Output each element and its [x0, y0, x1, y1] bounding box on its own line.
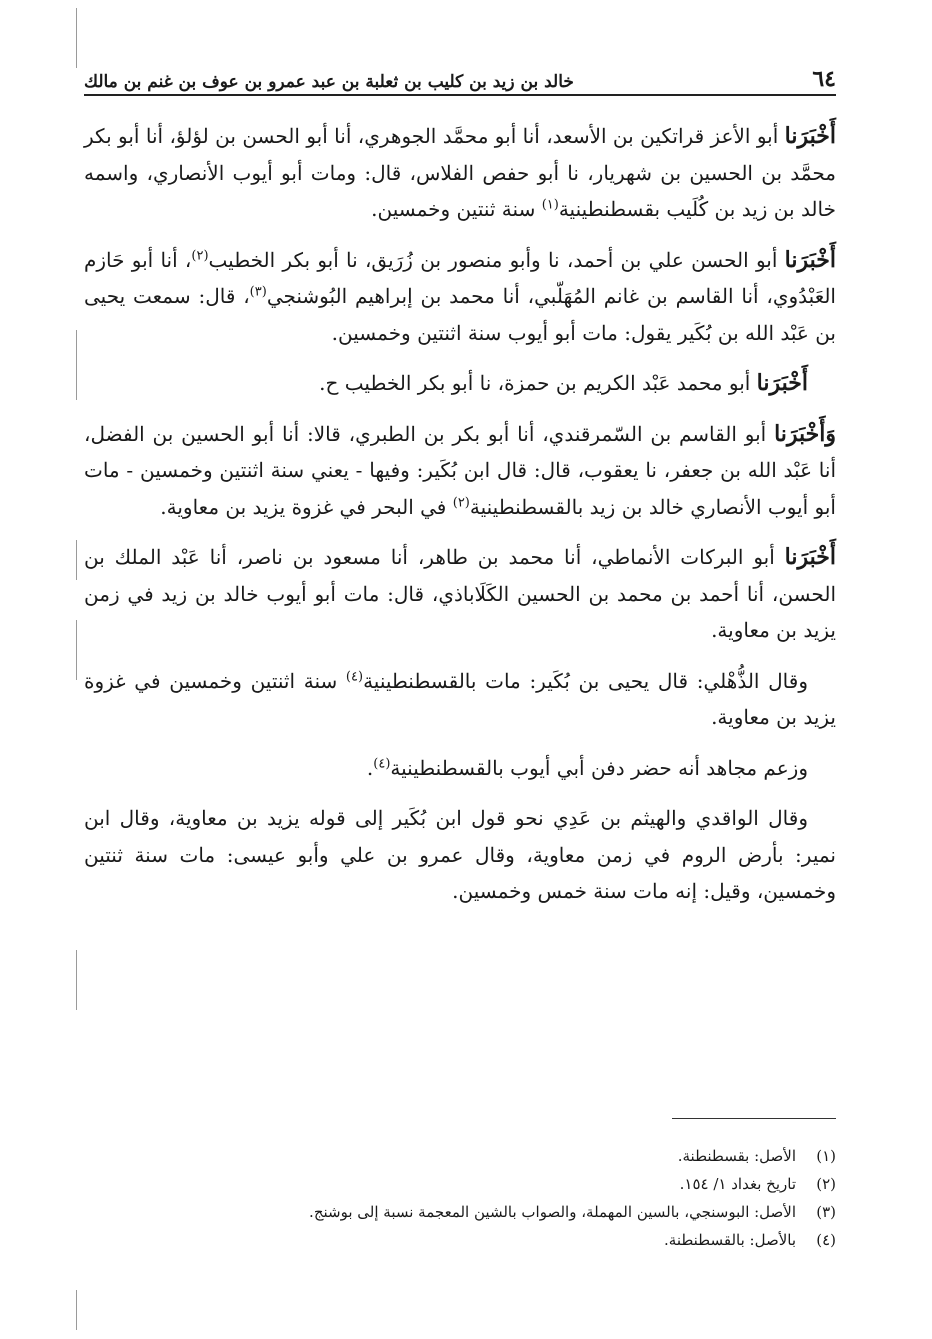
- paragraph-lead: أَخْبَرَنا: [784, 123, 836, 149]
- running-title: خالد بن زيد بن كليب بن ثعلبة بن عبد عمرو بن عوف بن غنم بن مالك: [84, 72, 574, 92]
- paragraph-lead: أَخْبَرَنا: [784, 544, 836, 570]
- paragraph: [84, 539, 836, 649]
- paragraph-text: وزعم مجاهد أنه حضر دفن أبي أيوب بالقسطنطينية: [390, 755, 808, 780]
- footnote: [84, 1226, 836, 1254]
- paragraph: [84, 416, 836, 526]
- paragraph-text: ، أنا أبو حَازم العَبْدُوي، أنا القاسم بن غانم المُهَلّبي، أنا محمد بن إبراهيم البُوشنجي: [84, 247, 836, 308]
- scan-edge-mark: [76, 620, 77, 680]
- footnote-ref: (٣): [249, 284, 267, 300]
- footnote-text: الأصل: البوسنجي، بالسين المهملة، والصواب بالشين المعجمة نسبة إلى بوشنج.: [309, 1203, 796, 1221]
- paragraph: [84, 365, 836, 402]
- paragraph: [84, 750, 836, 787]
- paragraph-lead: أَخْبَرَنا: [756, 370, 808, 396]
- scan-edge-mark: [76, 540, 77, 580]
- paragraph-text: أبو الحسن علي بن أحمد، نا وأبو منصور بن زُرَيق، نا أبو بكر الخطيب: [208, 247, 785, 272]
- paragraph-text: ، قال: سمعت يحيى بن عَبْد الله بن بُكَير يقول: مات أبو أيوب سنة اثنتين وخمسين.: [84, 284, 836, 345]
- footnote-text: تاريخ بغداد ١/ ١٥٤.: [679, 1175, 796, 1193]
- paragraph-lead: وَأَخْبَرَنا: [774, 420, 837, 447]
- paragraph-text: أبو القاسم بن السّمرقندي، أنا أبو بكر بن الطبري، قالا: أنا أبو الحسين بن الفضل، أنا عَبْد الله بن جعفر، نا يعقوب، قال: قال ابن بُكَير: وفيها - يعني سنة اثنتين وخمسين - مات أبو أيوب الأنصاري خالد بن زيد بالقسطنطينية: [84, 421, 837, 519]
- footnote-ref: (٢): [452, 494, 470, 510]
- footnote: [84, 1170, 836, 1198]
- paragraph-text: أبو البركات الأنماطي، أنا محمد بن طاهر، أنا مسعود بن ناصر، أنا عَبْد الملك بن الحسن، أنا أحمد بن محمد بن الحسين الكَلَاباذي، قال: مات أبو أيوب خالد بن زيد في زمن يزيد بن معاوية.: [84, 545, 836, 642]
- main-text: [84, 118, 836, 924]
- footnote-ref: (٤): [345, 668, 364, 684]
- footnote-number: (٤): [816, 1231, 836, 1249]
- footnote-text: الأصل: بقسطنطنة.: [677, 1147, 796, 1165]
- footnote: [84, 1142, 836, 1170]
- page-header: [84, 58, 836, 92]
- paragraph: [84, 800, 836, 910]
- footnote-number: (٢): [816, 1175, 836, 1193]
- paragraph-text: أبو محمد عَبْد الكريم بن حمزة، نا أبو بكر الخطيب ح.: [319, 371, 757, 395]
- paragraph-lead: أَخْبَرَنا: [784, 246, 836, 273]
- footnote: [84, 1198, 836, 1226]
- footnote-ref: (٤): [373, 755, 391, 771]
- page-number: ٦٤: [812, 66, 836, 92]
- paragraph-text: وقال الذُّهْلي: قال يحيى بن بُكَير: مات بالقسطنطينية: [363, 668, 808, 693]
- footnote-ref: (٢): [191, 247, 209, 263]
- paragraph: [84, 242, 836, 352]
- scan-edge-mark: [76, 330, 77, 400]
- paragraph-text: وقال الواقدي والهيثم بن عَدِي نحو قول ابن بُكَير إلى قوله يزيد بن معاوية، وقال ابن نمير: بأرض الروم في زمن معاوية، وقال عمرو بن علي وأبو عيسى: مات سنة ثنتين وخمسين، وقيل: إنه مات سنة خمس وخمسين.: [84, 806, 836, 903]
- paragraph-text: .: [366, 755, 374, 780]
- paragraph-text: أبو الأعز قراتكين بن الأسعد، أنا أبو محمَّد الجوهري، أنا أبو الحسن بن لؤلؤ، أنا أبو بكر محمَّد بن الحسين بن شهريار، نا أبو حفص الفلاس، قال: ومات أبو أيوب الأنصاري، واسمه خالد بن زيد بن كُلَيب بقسطنطينية: [84, 124, 836, 221]
- footnotes: [84, 1142, 836, 1254]
- scan-edge-mark: [76, 8, 77, 68]
- paragraph-text: سنة ثنتين وخمسين.: [371, 197, 542, 221]
- header-rule: [84, 94, 836, 96]
- paragraph-text: في البحر في غزوة يزيد بن معاوية.: [160, 494, 453, 519]
- paragraph-text: سنة اثنتين وخمسين في غزوة يزيد بن معاوية.: [84, 668, 836, 729]
- footnote-ref: (١): [541, 197, 559, 213]
- paragraph: [84, 118, 836, 228]
- paragraph: [84, 663, 836, 736]
- scan-edge-mark: [76, 950, 77, 1010]
- footnote-number: (٣): [816, 1203, 836, 1221]
- footnote-rule: [672, 1118, 836, 1119]
- footnote-text: بالأصل: بالقسطنطنة.: [664, 1231, 796, 1249]
- footnote-number: (١): [816, 1147, 836, 1165]
- scan-edge-mark: [76, 1290, 77, 1330]
